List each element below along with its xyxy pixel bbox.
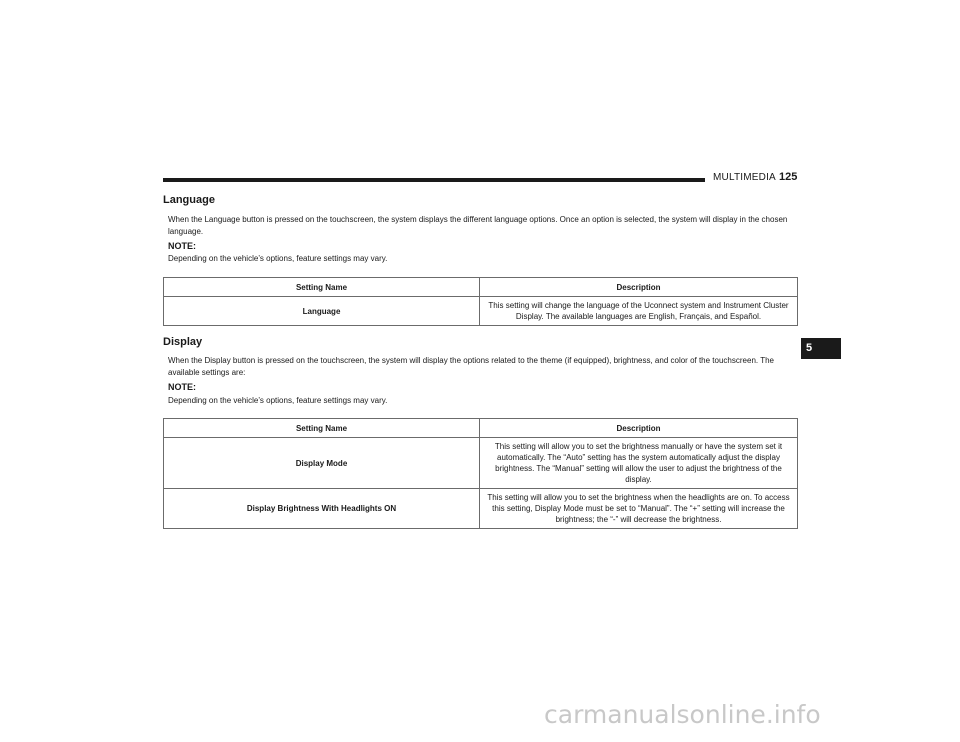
setting-name-cell: Language [164, 297, 480, 326]
column-header-description: Description [480, 278, 798, 297]
setting-name-cell: Display Brightness With Headlights ON [164, 489, 480, 529]
display-settings-table [163, 418, 798, 529]
watermark: carmanualsonline.info [544, 700, 821, 729]
column-header-setting-name: Setting Name [164, 419, 480, 438]
header-section-title: MULTIMEDIA [713, 172, 776, 183]
setting-description-cell: This setting will allow you to set the brightness manually or have the system set it automatically. The “Auto” setting has the system automatically adjust the display brightness. The “Manual” setting will allow the user to adjust the brightness of the display. [480, 438, 798, 489]
display-section-title: Display [163, 336, 203, 348]
chapter-tab-label: 5 [806, 342, 813, 354]
column-header-setting-name: Setting Name [164, 278, 480, 297]
table-header-row [164, 278, 798, 297]
column-header-description: Description [480, 419, 798, 438]
table-row [164, 297, 798, 326]
language-intro: When the Language button is pressed on the touchscreen, the system displays the different language options. Once an option is selected, the system will display in the chosen language. [168, 215, 788, 236]
language-section-title: Language [163, 194, 215, 206]
page-number: 125 [779, 171, 798, 183]
language-note-text: Depending on the vehicle’s options, feature settings may vary. [168, 254, 388, 263]
language-note-label: NOTE: [168, 241, 196, 251]
table-row [164, 438, 798, 489]
language-settings-table [163, 277, 798, 326]
table-row [164, 489, 798, 529]
setting-description-cell: This setting will change the language of the Uconnect system and Instrument Cluster Display. The available languages are English, Français, and Español. [480, 297, 798, 326]
display-note-text: Depending on the vehicle’s options, feature settings may vary. [168, 396, 388, 405]
chapter-tab [801, 338, 841, 359]
setting-description-cell: This setting will allow you to set the brightness when the headlights are on. To access this setting, Display Mode must be set to “Manual”. The “+” setting will increase the brightness; the “-” will decrease the brightness. [480, 489, 798, 529]
table-header-row [164, 419, 798, 438]
setting-name-cell: Display Mode [164, 438, 480, 489]
display-note-label: NOTE: [168, 382, 196, 392]
display-intro: When the Display button is pressed on the touchscreen, the system will display the options related to the theme (if equipped), brightness, and color of the touchscreen. The available settings are: [168, 356, 774, 377]
header-rule [163, 178, 705, 182]
